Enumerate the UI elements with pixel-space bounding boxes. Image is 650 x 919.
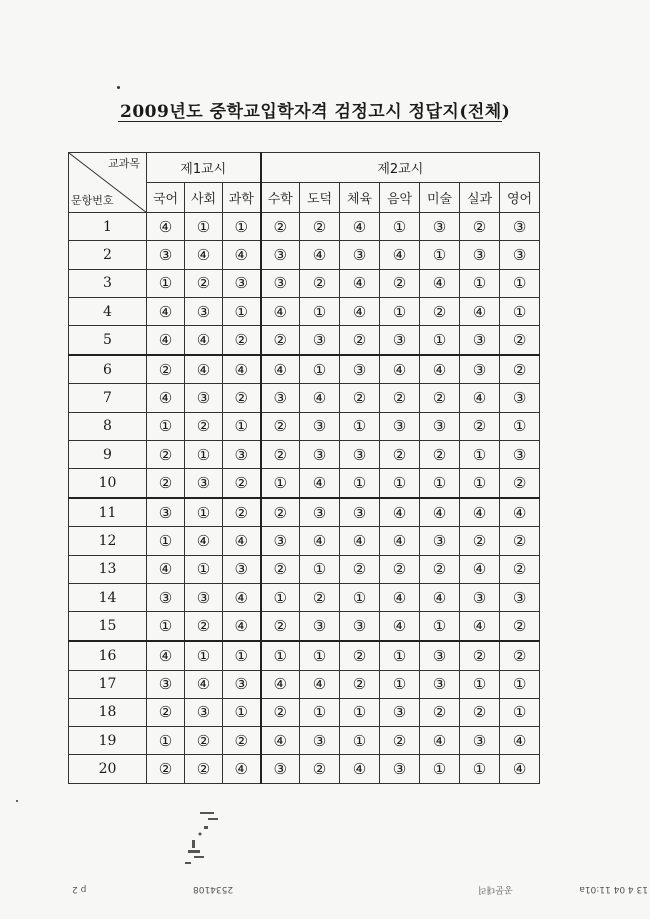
title-underline xyxy=(118,121,502,122)
answer-body xyxy=(69,213,540,784)
answer-cell: ② xyxy=(380,441,420,469)
answer-cell: ① xyxy=(147,412,185,440)
answer-cell: ④ xyxy=(300,527,340,555)
subject-header: 도덕 xyxy=(300,183,340,213)
session-1-header: 제1교시 xyxy=(147,153,261,183)
answer-cell: ② xyxy=(147,469,185,498)
answer-cell: ① xyxy=(147,727,185,755)
answer-cell: ① xyxy=(380,670,420,698)
answer-cell: ② xyxy=(460,698,500,726)
scan-speck xyxy=(117,86,120,89)
answer-cell: ② xyxy=(185,727,223,755)
answer-cell: ② xyxy=(261,555,300,583)
answer-cell: ① xyxy=(223,213,261,241)
answer-cell: ③ xyxy=(380,412,420,440)
answer-cell: ② xyxy=(185,612,223,641)
answer-cell: ③ xyxy=(420,670,460,698)
answer-cell: ② xyxy=(261,698,300,726)
answer-cell: ① xyxy=(185,641,223,670)
page-title: 2009년도 중학교입학자격 검정고시 정답지(전체) xyxy=(120,102,511,122)
question-number: 6 xyxy=(69,355,147,384)
answer-cell: ① xyxy=(223,698,261,726)
answer-cell: ④ xyxy=(147,641,185,670)
answer-cell: ② xyxy=(300,269,340,297)
answer-cell: ④ xyxy=(261,355,300,384)
answer-cell: ③ xyxy=(185,297,223,325)
answer-cell: ① xyxy=(380,213,420,241)
question-number: 20 xyxy=(69,755,147,784)
answer-cell: ④ xyxy=(147,384,185,412)
question-number: 2 xyxy=(69,241,147,269)
table-row xyxy=(69,584,540,612)
answer-cell: ④ xyxy=(223,584,261,612)
scan-speck xyxy=(16,800,18,802)
answer-cell: ② xyxy=(261,326,300,355)
answer-cell: ② xyxy=(340,384,380,412)
answer-cell: ③ xyxy=(420,213,460,241)
answer-cell: ③ xyxy=(147,241,185,269)
answer-cell: ① xyxy=(460,441,500,469)
answer-cell: ③ xyxy=(261,241,300,269)
session-2-header: 제2교시 xyxy=(261,153,540,183)
table-row xyxy=(69,670,540,698)
answer-cell: ③ xyxy=(223,269,261,297)
answer-cell: ④ xyxy=(261,670,300,698)
table-row xyxy=(69,727,540,755)
answer-cell: ④ xyxy=(340,269,380,297)
answer-cell: ③ xyxy=(340,612,380,641)
answer-cell: ① xyxy=(340,727,380,755)
answer-cell: ① xyxy=(500,412,540,440)
answer-cell: ④ xyxy=(380,241,420,269)
answer-cell: ② xyxy=(500,641,540,670)
answer-cell: ④ xyxy=(460,498,500,527)
answer-cell: ① xyxy=(223,412,261,440)
question-number: 5 xyxy=(69,326,147,355)
answer-cell: ① xyxy=(500,698,540,726)
answer-cell: ② xyxy=(380,727,420,755)
question-number: 9 xyxy=(69,441,147,469)
answer-cell: ② xyxy=(300,584,340,612)
answer-cell: ② xyxy=(420,555,460,583)
answer-cell: ③ xyxy=(300,727,340,755)
answer-cell: ④ xyxy=(500,498,540,527)
answer-cell: ④ xyxy=(300,469,340,498)
answer-cell: ② xyxy=(147,441,185,469)
answer-cell: ② xyxy=(500,326,540,355)
answer-cell: ② xyxy=(147,755,185,784)
table-row xyxy=(69,412,540,440)
answer-cell: ③ xyxy=(380,698,420,726)
question-number: 15 xyxy=(69,612,147,641)
table-row xyxy=(69,241,540,269)
answer-cell: ④ xyxy=(300,241,340,269)
answer-cell: ② xyxy=(460,412,500,440)
answer-cell: ① xyxy=(185,441,223,469)
answer-cell: ② xyxy=(300,755,340,784)
answer-cell: ① xyxy=(223,297,261,325)
answer-cell: ① xyxy=(420,241,460,269)
answer-cell: ③ xyxy=(460,355,500,384)
answer-cell: ③ xyxy=(185,698,223,726)
answer-cell: ① xyxy=(261,641,300,670)
answer-cell: ① xyxy=(185,213,223,241)
answer-cell: ④ xyxy=(300,670,340,698)
answer-cell: ④ xyxy=(261,727,300,755)
answer-cell: ② xyxy=(185,755,223,784)
table-row xyxy=(69,612,540,641)
answer-cell: ② xyxy=(185,269,223,297)
answer-cell: ③ xyxy=(147,584,185,612)
table-row xyxy=(69,469,540,498)
subject-header: 실과 xyxy=(460,183,500,213)
question-number: 10 xyxy=(69,469,147,498)
answer-cell: ③ xyxy=(420,641,460,670)
question-number: 3 xyxy=(69,269,147,297)
answer-cell: ② xyxy=(300,213,340,241)
answer-cell: ③ xyxy=(300,326,340,355)
answer-cell: ① xyxy=(300,355,340,384)
answer-cell: ② xyxy=(420,297,460,325)
answer-cell: ② xyxy=(420,384,460,412)
answer-cell: ② xyxy=(261,412,300,440)
question-number: 8 xyxy=(69,412,147,440)
answer-cell: ③ xyxy=(500,213,540,241)
answer-table xyxy=(68,152,540,784)
answer-cell: ② xyxy=(420,441,460,469)
answer-cell: ① xyxy=(300,641,340,670)
answer-cell: ③ xyxy=(261,527,300,555)
answer-cell: ② xyxy=(261,612,300,641)
answer-cell: ③ xyxy=(500,584,540,612)
answer-cell: ① xyxy=(380,641,420,670)
answer-cell: ③ xyxy=(300,412,340,440)
question-number: 12 xyxy=(69,527,147,555)
table-row xyxy=(69,555,540,583)
answer-cell: ② xyxy=(380,269,420,297)
subject-header: 음악 xyxy=(380,183,420,213)
answer-cell: ① xyxy=(223,641,261,670)
answer-cell: ① xyxy=(340,698,380,726)
answer-cell: ① xyxy=(500,670,540,698)
answer-cell: ① xyxy=(420,612,460,641)
answer-cell: ④ xyxy=(460,612,500,641)
answer-cell: ② xyxy=(223,469,261,498)
answer-cell: ③ xyxy=(185,469,223,498)
answer-cell: ② xyxy=(460,527,500,555)
answer-cell: ④ xyxy=(420,269,460,297)
answer-cell: ② xyxy=(500,355,540,384)
answer-cell: ④ xyxy=(223,755,261,784)
answer-cell: ② xyxy=(223,727,261,755)
answer-cell: ① xyxy=(300,698,340,726)
table-row xyxy=(69,355,540,384)
answer-cell: ④ xyxy=(420,584,460,612)
footer-page-number: p 2 xyxy=(72,884,87,894)
answer-cell: ④ xyxy=(185,326,223,355)
answer-cell: ④ xyxy=(185,355,223,384)
table-row xyxy=(69,441,540,469)
answer-cell: ③ xyxy=(500,441,540,469)
subject-header: 사회 xyxy=(185,183,223,213)
question-number: 19 xyxy=(69,727,147,755)
answer-cell: ② xyxy=(223,384,261,412)
answer-cell: ① xyxy=(460,755,500,784)
answer-cell: ② xyxy=(340,326,380,355)
answer-cell: ③ xyxy=(261,755,300,784)
table-row xyxy=(69,755,540,784)
answer-cell: ④ xyxy=(300,384,340,412)
answer-cell: ① xyxy=(420,755,460,784)
answer-cell: ② xyxy=(261,441,300,469)
answer-cell: ④ xyxy=(147,326,185,355)
answer-cell: ④ xyxy=(380,527,420,555)
footer-timestamp: 13 4 04 11:01a xyxy=(579,884,648,894)
answer-cell: ① xyxy=(185,498,223,527)
answer-cell: ① xyxy=(500,297,540,325)
answer-cell: ① xyxy=(420,326,460,355)
answer-cell: ④ xyxy=(147,213,185,241)
question-number: 16 xyxy=(69,641,147,670)
answer-cell: ① xyxy=(380,297,420,325)
answer-cell: ② xyxy=(223,498,261,527)
answer-cell: ③ xyxy=(185,584,223,612)
question-number: 4 xyxy=(69,297,147,325)
table-row xyxy=(69,213,540,241)
answer-cell: ① xyxy=(340,584,380,612)
answer-cell: ④ xyxy=(185,670,223,698)
answer-cell: ② xyxy=(261,213,300,241)
answer-cell: ① xyxy=(147,612,185,641)
answer-cell: ④ xyxy=(340,527,380,555)
table-row xyxy=(69,297,540,325)
answer-cell: ④ xyxy=(380,584,420,612)
answer-cell: ④ xyxy=(147,555,185,583)
answer-cell: ② xyxy=(420,698,460,726)
answer-cell: ④ xyxy=(223,612,261,641)
answer-cell: ③ xyxy=(300,441,340,469)
answer-cell: ② xyxy=(460,641,500,670)
answer-cell: ④ xyxy=(460,555,500,583)
answer-cell: ④ xyxy=(223,241,261,269)
fax-stamp-mark xyxy=(180,810,240,874)
answer-cell: ③ xyxy=(340,441,380,469)
table-row xyxy=(69,641,540,670)
corner-label-question: 문항번호 xyxy=(71,194,114,207)
answer-cell: ③ xyxy=(185,384,223,412)
answer-cell: ② xyxy=(460,213,500,241)
answer-cell: ① xyxy=(460,469,500,498)
answer-cell: ④ xyxy=(340,213,380,241)
answer-cell: ② xyxy=(380,384,420,412)
answer-cell: ② xyxy=(261,498,300,527)
footer-sender: 공문대리 xyxy=(478,884,513,894)
answer-cell: ① xyxy=(500,269,540,297)
answer-cell: ② xyxy=(147,698,185,726)
question-number: 17 xyxy=(69,670,147,698)
answer-cell: ③ xyxy=(460,326,500,355)
answer-cell: ① xyxy=(185,555,223,583)
subject-header: 수학 xyxy=(261,183,300,213)
answer-cell: ④ xyxy=(420,498,460,527)
answer-cell: ③ xyxy=(223,670,261,698)
answer-cell: ④ xyxy=(185,241,223,269)
subject-header: 과학 xyxy=(223,183,261,213)
answer-cell: ③ xyxy=(223,441,261,469)
answer-cell: ① xyxy=(147,269,185,297)
answer-cell: ③ xyxy=(261,269,300,297)
table-row xyxy=(69,527,540,555)
answer-cell: ④ xyxy=(340,297,380,325)
answer-cell: ① xyxy=(261,584,300,612)
answer-cell: ③ xyxy=(300,612,340,641)
answer-cell: ③ xyxy=(500,241,540,269)
answer-cell: ④ xyxy=(380,355,420,384)
answer-cell: ② xyxy=(340,670,380,698)
answer-cell: ③ xyxy=(340,355,380,384)
answer-cell: ② xyxy=(500,555,540,583)
answer-cell: ① xyxy=(147,527,185,555)
answer-cell: ③ xyxy=(340,241,380,269)
corner-header-cell xyxy=(69,153,147,213)
answer-cell: ③ xyxy=(500,384,540,412)
question-number: 14 xyxy=(69,584,147,612)
answer-cell: ② xyxy=(340,641,380,670)
answer-cell: ④ xyxy=(380,498,420,527)
answer-cell: ① xyxy=(300,555,340,583)
answer-cell: ④ xyxy=(185,527,223,555)
table-row xyxy=(69,498,540,527)
answer-cell: ③ xyxy=(147,670,185,698)
answer-cell: ① xyxy=(300,297,340,325)
answer-cell: ② xyxy=(147,355,185,384)
answer-cell: ① xyxy=(380,469,420,498)
table-row xyxy=(69,269,540,297)
answer-cell: ③ xyxy=(460,727,500,755)
answer-cell: ④ xyxy=(223,527,261,555)
answer-cell: ① xyxy=(420,469,460,498)
answer-cell: ④ xyxy=(223,355,261,384)
answer-cell: ③ xyxy=(460,241,500,269)
question-number: 1 xyxy=(69,213,147,241)
subject-header: 미술 xyxy=(420,183,460,213)
answer-cell: ① xyxy=(460,269,500,297)
answer-cell: ③ xyxy=(261,384,300,412)
answer-cell: ③ xyxy=(380,755,420,784)
answer-cell: ① xyxy=(261,469,300,498)
table-row xyxy=(69,384,540,412)
answer-cell: ③ xyxy=(460,584,500,612)
answer-cell: ② xyxy=(500,612,540,641)
subject-header: 체육 xyxy=(340,183,380,213)
answer-cell: ① xyxy=(340,469,380,498)
subject-header: 국어 xyxy=(147,183,185,213)
answer-cell: ④ xyxy=(340,755,380,784)
answer-cell: ④ xyxy=(500,727,540,755)
question-number: 7 xyxy=(69,384,147,412)
answer-cell: ② xyxy=(380,555,420,583)
question-number: 11 xyxy=(69,498,147,527)
answer-cell: ④ xyxy=(147,297,185,325)
table-row xyxy=(69,698,540,726)
answer-cell: ② xyxy=(340,555,380,583)
answer-cell: ③ xyxy=(420,412,460,440)
answer-cell: ② xyxy=(223,326,261,355)
answer-cell: ④ xyxy=(261,297,300,325)
answer-cell: ③ xyxy=(340,498,380,527)
answer-cell: ③ xyxy=(223,555,261,583)
table-row xyxy=(69,326,540,355)
answer-cell: ④ xyxy=(420,727,460,755)
question-number: 18 xyxy=(69,698,147,726)
answer-cell: ② xyxy=(500,469,540,498)
footer-fax-number: 2534108 xyxy=(193,884,234,894)
corner-label-subject: 교과목 xyxy=(108,157,140,170)
answer-cell: ④ xyxy=(500,755,540,784)
answer-cell: ② xyxy=(500,527,540,555)
answer-cell: ③ xyxy=(380,326,420,355)
answer-cell: ④ xyxy=(420,355,460,384)
subject-header: 영어 xyxy=(500,183,540,213)
answer-cell: ③ xyxy=(147,498,185,527)
answer-cell: ③ xyxy=(300,498,340,527)
answer-cell: ③ xyxy=(420,527,460,555)
question-number: 13 xyxy=(69,555,147,583)
answer-cell: ④ xyxy=(460,297,500,325)
answer-cell: ① xyxy=(460,670,500,698)
answer-cell: ④ xyxy=(380,612,420,641)
answer-cell: ② xyxy=(185,412,223,440)
answer-cell: ① xyxy=(340,412,380,440)
answer-cell: ④ xyxy=(460,384,500,412)
